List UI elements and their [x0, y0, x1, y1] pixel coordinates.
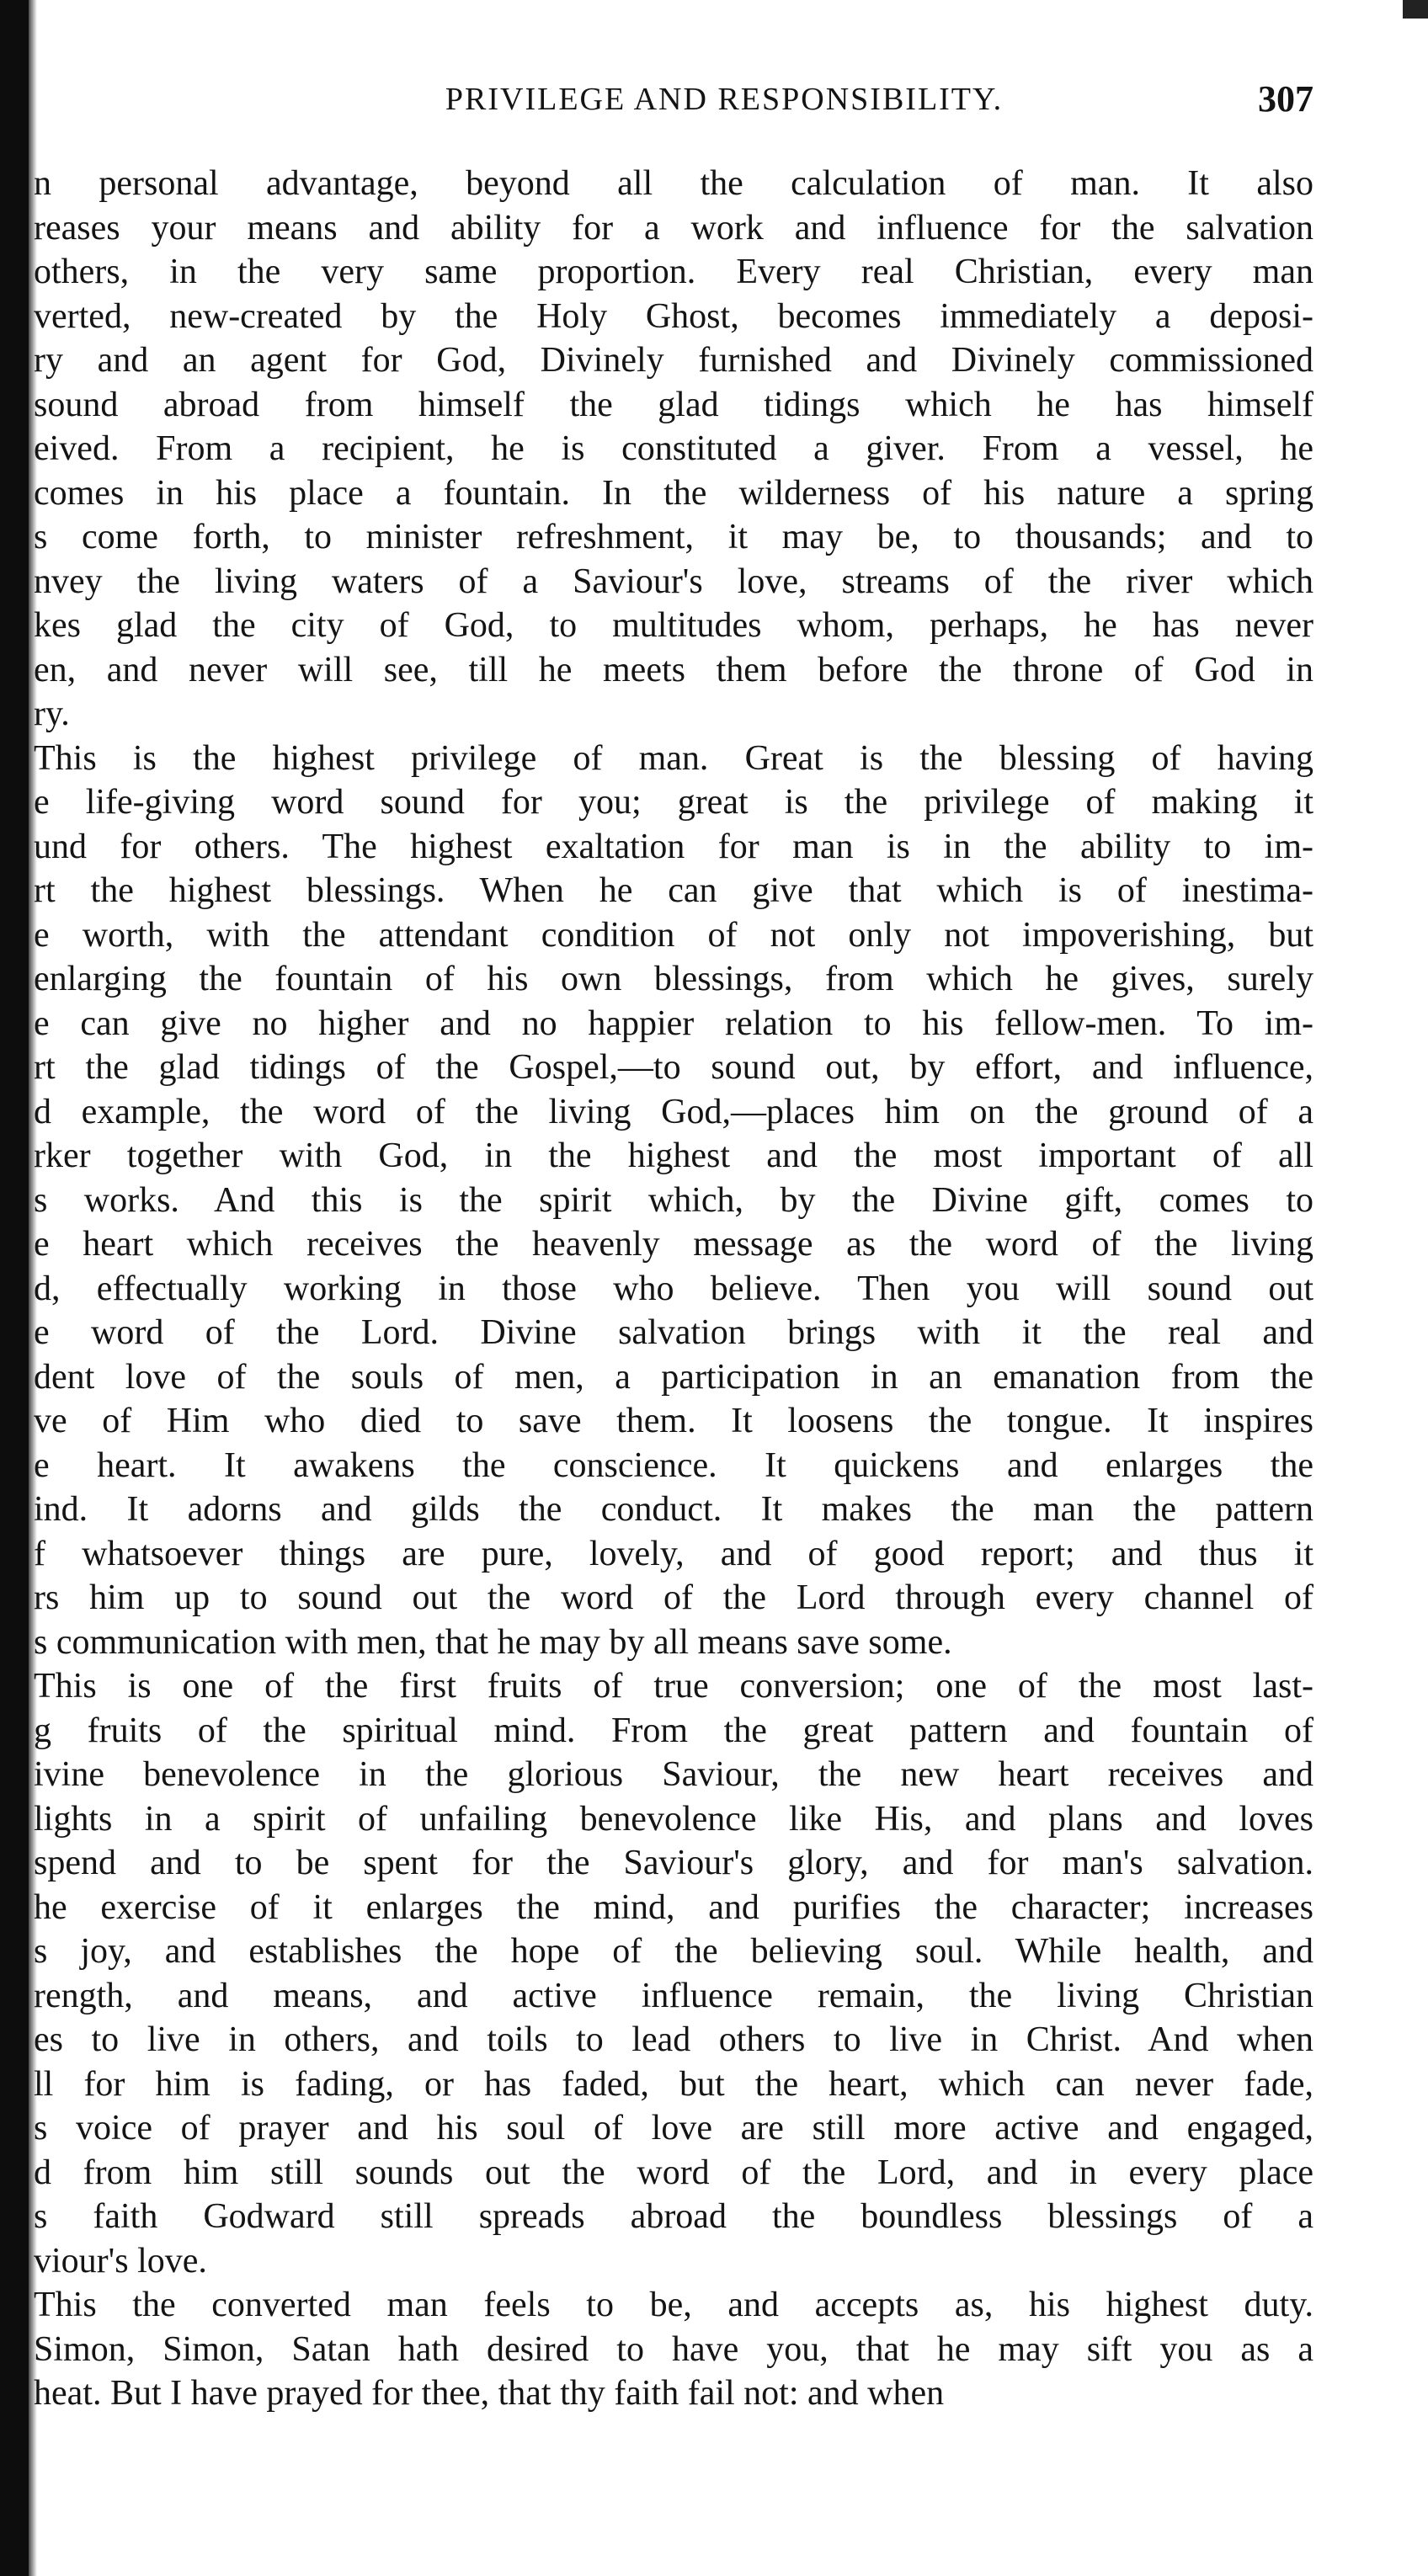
text-line: heat. But I have prayed for thee, that thy faith fail not: and when	[34, 2374, 945, 2413]
running-head	[34, 78, 1313, 131]
text-line: s works. And this is the spirit which, by the Divine gift, comes to	[34, 1180, 1313, 1220]
text-line: ve of Him who died to save them. It loosens the tongue. It inspires	[34, 1402, 1313, 1440]
text-line: rs him up to sound out the word of the Lord through every channel of	[34, 1578, 1313, 1617]
text-line: n personal advantage, beyond all the calculation of man. It also	[34, 164, 1313, 203]
page-number: 307	[1258, 78, 1313, 120]
text-line: dent love of the souls of men, a participation in an emanation from the	[34, 1357, 1313, 1397]
text-line: comes in his place a fountain. In the wilderness of his nature a spring	[34, 473, 1313, 513]
text-line: viour's love.	[34, 2241, 207, 2281]
text-line: rength, and means, and active influence remain, the living Christian	[34, 1976, 1313, 2015]
text-line: Simon, Simon, Satan hath desired to have you, that he may sift you as a	[34, 2329, 1313, 2369]
text-line: verted, new-created by the Holy Ghost, becomes immediately a deposi-	[34, 296, 1313, 336]
text-line: s come forth, to minister refreshment, it may be, to thousands; and to	[34, 518, 1313, 556]
text-line: s joy, and establishes the hope of the believing soul. While health, and	[34, 1932, 1313, 1971]
text-line: e word of the Lord. Divine salvation brings with it the real and	[34, 1313, 1313, 1352]
text-line: s faith Godward still spreads abroad the boundless blessings of a	[34, 2197, 1313, 2236]
text-line: This is the highest privilege of man. Great is the blessing of having	[34, 738, 1313, 778]
text-line: eived. From a recipient, he is constituted a giver. From a vessel, he	[34, 429, 1313, 468]
text-line: reases your means and ability for a work and influence for the salvation	[34, 208, 1313, 247]
text-line: f whatsoever things are pure, lovely, and of good report; and thus it	[34, 1534, 1313, 1573]
text-line: he exercise of it enlarges the mind, and purifies the character; increases	[34, 1887, 1313, 1927]
text-line: d example, the word of the living God,—places him on the ground of a	[34, 1092, 1313, 1131]
text-line: rt the highest blessings. When he can give that which is of inestima-	[34, 871, 1313, 910]
book-binding-edge	[0, 0, 29, 2576]
text-line: es to live in others, and toils to lead others to live in Christ. And when	[34, 2020, 1313, 2059]
text-line: g fruits of the spiritual mind. From the great pattern and fountain of	[34, 1711, 1313, 1750]
page-body	[34, 162, 1313, 2416]
text-line: rker together with God, in the highest and the most important of all	[34, 1136, 1313, 1175]
text-line: und for others. The highest exaltation for man is in the ability to im-	[34, 827, 1313, 866]
text-line: e worth, with the attendant condition of not only not impoverishing, but	[34, 915, 1313, 955]
text-line: ry.	[34, 695, 70, 733]
text-line: nvey the living waters of a Saviour's love, streams of the river which	[34, 562, 1313, 601]
text-line: ivine benevolence in the glorious Saviour, the new heart receives and	[34, 1755, 1313, 1794]
page-corner-shadow	[1403, 0, 1428, 19]
text-line: enlarging the fountain of his own blessings, from which he gives, surely	[34, 960, 1313, 998]
text-line: others, in the very same proportion. Every real Christian, every man	[34, 253, 1313, 291]
text-line: lights in a spirit of unfailing benevolence like His, and plans and loves	[34, 1799, 1313, 1839]
text-line: e life-giving word sound for you; great is the privilege of making it	[34, 783, 1313, 822]
text-line: d from him still sounds out the word of the Lord, and in every place	[34, 2153, 1313, 2192]
text-line: ind. It adorns and gilds the conduct. It makes the man the pattern	[34, 1490, 1313, 1529]
text-line: d, effectually working in those who believe. Then you will sound out	[34, 1269, 1313, 1308]
text-line: e heart. It awakens the conscience. It quickens and enlarges the	[34, 1445, 1313, 1485]
text-line: e can give no higher and no happier relation to his fellow-men. To im-	[34, 1003, 1313, 1043]
text-line: ry and an agent for God, Divinely furnished and Divinely commissioned	[34, 341, 1313, 380]
text-line: This the converted man feels to be, and accepts as, his highest duty.	[34, 2286, 1313, 2324]
text-line: s communication with men, that he may by all means save some.	[34, 1622, 952, 1662]
text-line: rt the glad tidings of the Gospel,—to sound out, by effort, and influence,	[34, 1048, 1313, 1087]
text-line: e heart which receives the heavenly message as the word of the living	[34, 1225, 1313, 1264]
text-line: s voice of prayer and his soul of love are still more active and engaged,	[34, 2109, 1313, 2148]
text-line: This is one of the first fruits of true conversion; one of the most last-	[34, 1667, 1313, 1706]
text-line: kes glad the city of God, to multitudes whom, perhaps, he has never	[34, 606, 1313, 645]
text-line: sound abroad from himself the glad tidings which he has himself	[34, 385, 1313, 424]
running-title: PRIVILEGE AND RESPONSIBILITY.	[445, 82, 1004, 117]
text-line: ll for him is fading, or has faded, but the heart, which can never fade,	[34, 2064, 1313, 2104]
text-line: spend and to be spent for the Saviour's glory, and for man's salvation.	[34, 1844, 1313, 1882]
text-line: en, and never will see, till he meets them before the throne of God in	[34, 650, 1313, 689]
